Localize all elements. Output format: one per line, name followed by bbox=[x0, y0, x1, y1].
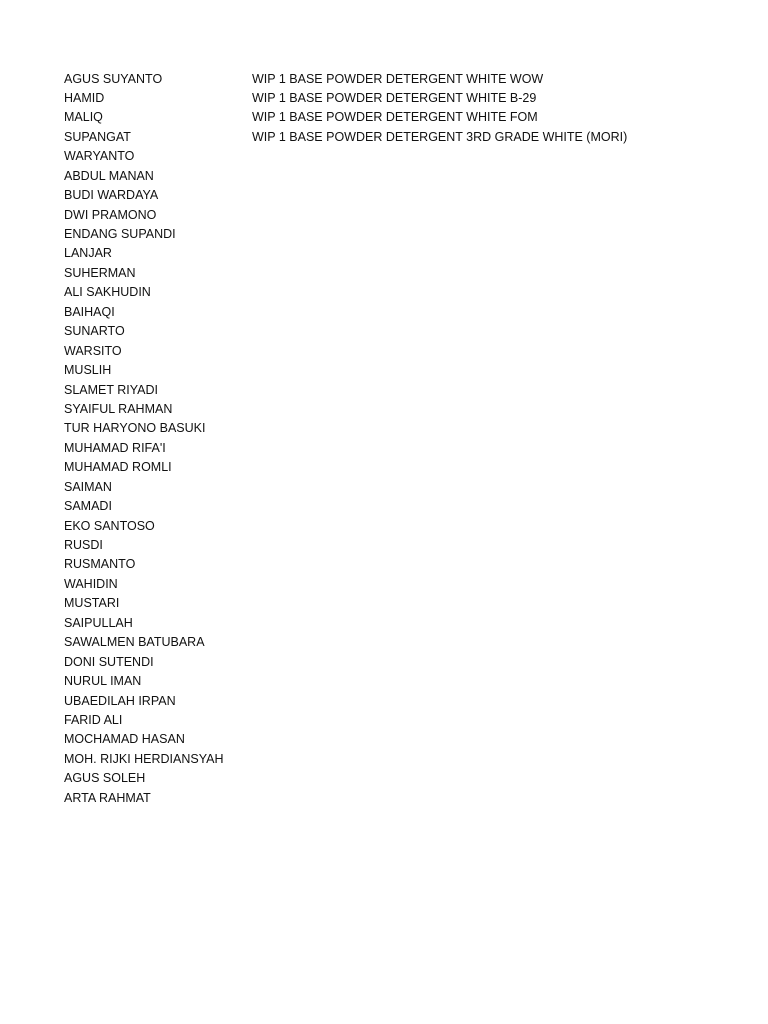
name-entry: MUSLIH bbox=[64, 363, 112, 378]
name-entry: DWI PRAMONO bbox=[64, 207, 157, 222]
product-entry: WIP 1 BASE POWDER DETERGENT WHITE WOW bbox=[252, 71, 544, 86]
name-entry: EKO SANTOSO bbox=[64, 518, 155, 533]
name-entry: HAMID bbox=[64, 90, 105, 105]
name-entry: FARID ALI bbox=[64, 712, 123, 727]
product-entry: WIP 1 BASE POWDER DETERGENT WHITE B-29 bbox=[252, 90, 537, 105]
names-column bbox=[64, 70, 244, 809]
name-entry: BAIHAQI bbox=[64, 304, 115, 319]
name-entry: MUHAMAD RIFA'I bbox=[64, 440, 166, 455]
name-entry: ARTA RAHMAT bbox=[64, 790, 151, 805]
name-entry: SUHERMAN bbox=[64, 265, 136, 280]
name-entry: SAWALMEN BATUBARA bbox=[64, 635, 205, 650]
name-entry: SYAIFUL RAHMAN bbox=[64, 401, 173, 416]
name-entry: SAMADI bbox=[64, 499, 112, 514]
name-entry: RUSDI bbox=[64, 538, 103, 552]
name-entry: SLAMET RIYADI bbox=[64, 382, 159, 397]
name-entry: RUSMANTO bbox=[64, 557, 136, 572]
name-entry: WARSITO bbox=[64, 343, 122, 358]
name-entry: BUDI WARDAYA bbox=[64, 188, 159, 203]
name-entry: AGUS SUYANTO bbox=[64, 71, 163, 86]
name-entry: ALI SAKHUDIN bbox=[64, 285, 151, 300]
name-entry: MOCHAMAD HASAN bbox=[64, 732, 185, 747]
name-entry: LANJAR bbox=[64, 246, 112, 261]
name-entry: WARYANTO bbox=[64, 149, 135, 164]
name-entry: UBAEDILAH IRPAN bbox=[64, 693, 176, 708]
name-entry: TUR HARYONO BASUKI bbox=[64, 421, 206, 436]
name-entry: ABDUL MANAN bbox=[64, 168, 154, 183]
name-entry: DONI SUTENDI bbox=[64, 654, 154, 669]
product-entry: WIP 1 BASE POWDER DETERGENT 3RD GRADE WHITE (MORI) bbox=[252, 129, 628, 144]
product-entry: WIP 1 BASE POWDER DETERGENT WHITE FOM bbox=[252, 110, 538, 125]
name-entry: SAIPULLAH bbox=[64, 615, 133, 630]
name-entry: SAIMAN bbox=[64, 479, 112, 494]
name-entry: MUSTARI bbox=[64, 596, 120, 611]
name-entry: SUNARTO bbox=[64, 324, 125, 339]
products-column bbox=[252, 70, 752, 148]
name-entry: MOH. RIJKI HERDIANSYAH bbox=[64, 751, 224, 766]
name-entry: MALIQ bbox=[64, 110, 103, 125]
name-entry: NURUL IMAN bbox=[64, 674, 142, 689]
name-entry: MUHAMAD ROMLI bbox=[64, 460, 172, 475]
name-entry: AGUS SOLEH bbox=[64, 771, 146, 786]
name-entry: ENDANG SUPANDI bbox=[64, 227, 176, 241]
name-entry: WAHIDIN bbox=[64, 576, 118, 591]
name-entry: SUPANGAT bbox=[64, 129, 131, 144]
